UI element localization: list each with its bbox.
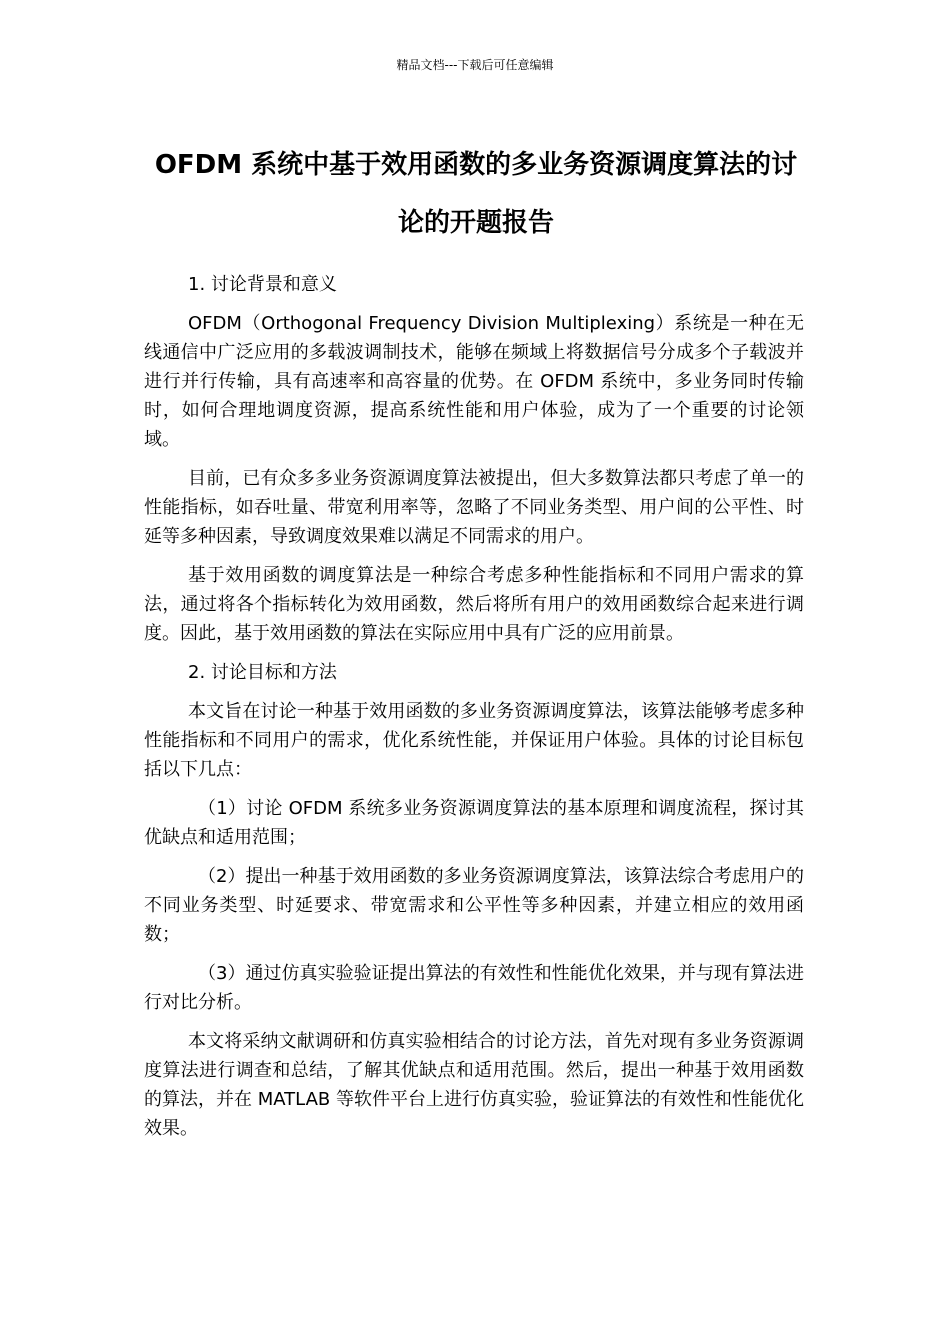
paragraph: 目前，已有众多多业务资源调度算法被提出，但大多数算法都只考虑了单一的性能指标，如吞吐量、带宽利用率等，忽略了不同业务类型、用户间的公平性、时延等多种因素，导致调度效果难以满足不同需求的用户。	[144, 468, 804, 547]
document-title: OFDM 系统中基于效用函数的多业务资源调度算法的讨论的开题报告	[154, 150, 798, 238]
paragraph: 本文将采纳文献调研和仿真实验相结合的讨论方法，首先对现有多业务资源调度算法进行调查和总结，了解其优缺点和适用范围。然后，提出一种基于效用函数的算法，并在 MATLAB 等软件平台上进行仿真实验，验证算法的有效性和性能优化效果。	[144, 1031, 804, 1139]
list-item: （3）通过仿真实验验证提出算法的有效性和性能优化效果，并与现有算法进行对比分析。	[144, 963, 804, 1013]
list-item: （1）讨论 OFDM 系统多业务资源调度算法的基本原理和调度流程，探讨其优缺点和适用范围；	[144, 798, 804, 848]
section-heading-2: 2. 讨论目标和方法	[188, 662, 337, 683]
paragraph: OFDM（Orthogonal Frequency Division Multiplexing）系统是一种在无线通信中广泛应用的多载波调制技术，能够在频域上将数据信号分成多个子载波并进行并行传输，具有高速率和高容量的优势。在 OFDM 系统中，多业务同时传输时，如何合理地调度资源，提高系统性能和用户体验，成为了一个重要的讨论领域。	[144, 313, 804, 450]
section-heading-1: 1. 讨论背景和意义	[188, 274, 337, 295]
document-body	[144, 270, 804, 1153]
page-header: 精品文档---下载后可任意编辑	[396, 58, 554, 72]
list-item: （2）提出一种基于效用函数的多业务资源调度算法，该算法综合考虑用户的不同业务类型、时延要求、带宽需求和公平性等多种因素，并建立相应的效用函数；	[144, 866, 804, 945]
paragraph: 本文旨在讨论一种基于效用函数的多业务资源调度算法，该算法能够考虑多种性能指标和不同用户的需求，优化系统性能，并保证用户体验。具体的讨论目标包括以下几点：	[144, 701, 804, 780]
paragraph: 基于效用函数的调度算法是一种综合考虑多种性能指标和不同用户需求的算法，通过将各个指标转化为效用函数，然后将所有用户的效用函数综合起来进行调度。因此，基于效用函数的算法在实际应用中具有广泛的应用前景。	[144, 565, 804, 644]
